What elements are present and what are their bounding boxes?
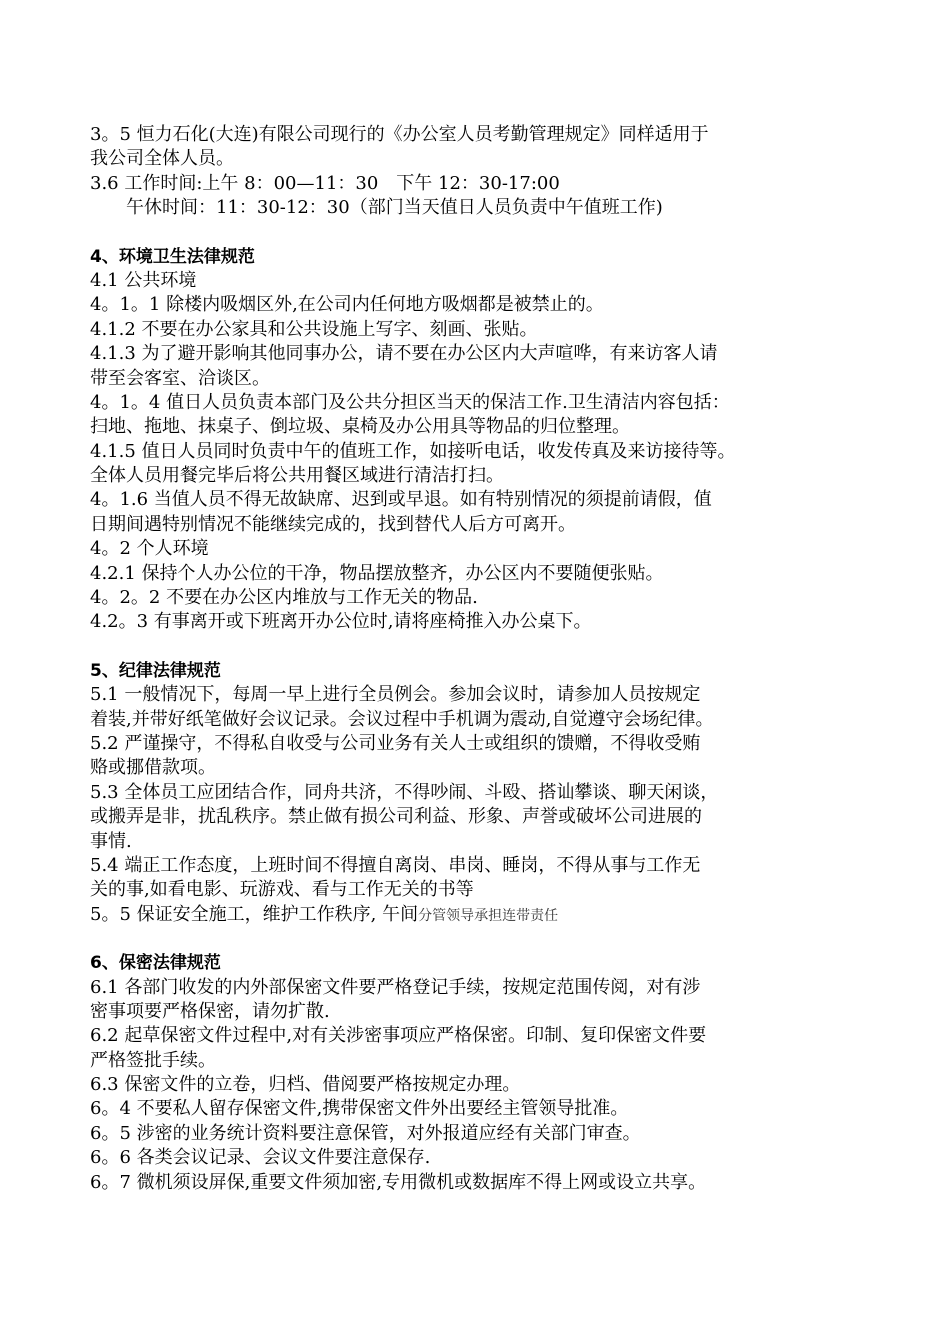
paragraph-line: 6。5 涉密的业务统计资料要注意保管，对外报道应经有关部门审查。: [90, 1122, 641, 1144]
paragraph-line: 3。5 恒力石化(大连)有限公司现行的《办公室人员考勤管理规定》同样适用于: [90, 124, 709, 145]
document-page: [90, 123, 880, 1195]
section-gap: [90, 927, 880, 951]
paragraph-line: 4。2 个人环境: [90, 538, 209, 560]
paragraph-line: 日期间遇特别情况不能继续完成的，找到替代人后方可离开。: [90, 513, 576, 535]
paragraph-line: 4。2。2 不要在办公区内堆放与工作无关的物品.: [90, 587, 478, 609]
section-gap: [90, 221, 880, 245]
section-4: [90, 245, 880, 635]
paragraph-line: 或搬弄是非，扰乱秩序。禁止做有损公司利益、形象、声誉或破坏公司进展的: [90, 806, 702, 828]
section-heading: 6、保密法律规范: [90, 953, 221, 974]
paragraph-line: 4.2。3 有事离开或下班离开办公位时,请将座椅推入办公桌下。: [90, 611, 592, 633]
section-heading: 4、环境卫生法律规范: [90, 246, 255, 267]
paragraph-line: 4.1 公共环境: [90, 269, 197, 291]
section-heading: 5、纪律法律规范: [90, 660, 221, 681]
paragraph-line: 4。1。1 除楼内吸烟区外,在公司内任何地方吸烟都是被禁止的。: [90, 294, 604, 316]
paragraph-line: 事情.: [90, 830, 132, 852]
section-5: [90, 659, 880, 927]
paragraph-line: 我公司全体人员。: [90, 148, 234, 170]
paragraph-line: 5.1 一般情况下，每周一早上进行全员例会。参加会议时，请参加人员按规定: [90, 684, 701, 706]
paragraph-line: [90, 903, 880, 927]
section-6: [90, 951, 880, 1195]
paragraph-line: 4.2.1 保持个人办公位的干净，物品摆放整齐，办公区内不要随便张贴。: [90, 562, 664, 584]
paragraph-line: 全体人员用餐完毕后将公共用餐区域进行清洁打扫。: [90, 465, 504, 487]
paragraph-line: 4.1.5 值日人员同时负责中午的值班工作，如接听电话，收发传真及来访接待等。: [90, 440, 736, 462]
paragraph-line: 6。6 各类会议记录、会议文件要注意保存.: [90, 1147, 431, 1169]
section-3: [90, 123, 880, 221]
paragraph-line: 4。1。4 值日人员负责本部门及公共分担区当天的保洁工作.卫生清洁内容包括：: [90, 391, 730, 413]
paragraph-text: 5。5 保证安全施工，维护工作秩序, 午间: [90, 903, 419, 925]
paragraph-line: 6.2 起草保密文件过程中,对有关涉密事项应严格保密。印制、复印保密文件要: [90, 1025, 707, 1047]
paragraph-line: 3.6 工作时间:上午 8：00—11：30 下午 12：30-17:00: [90, 172, 560, 194]
small-text: 分管领导承担连带责任: [418, 907, 559, 924]
section-gap: [90, 635, 880, 659]
paragraph-line: 6.1 各部门收发的内外部保密文件要严格登记手续，按规定范围传阅，对有涉: [90, 976, 701, 998]
paragraph-line: 4.1.2 不要在办公家具和公共设施上写字、刻画、张贴。: [90, 318, 538, 340]
paragraph-line: 5.3 全体员工应团结合作，同舟共济，不得吵闹、斗殴、搭讪攀谈、聊天闲谈，: [90, 781, 719, 803]
paragraph-line: 午休时间：11：30-12：30（部门当天值日人员负责中午值班工作): [126, 197, 663, 219]
paragraph-line: 着装,并带好纸笔做好会议记录。会议过程中手机调为震动,自觉遵守会场纪律。: [90, 708, 714, 730]
paragraph-line: 4.1.3 为了避开影响其他同事办公，请不要在办公区内大声喧哗，有来访客人请: [90, 343, 718, 365]
paragraph-line: 严格签批手续。: [90, 1049, 216, 1071]
paragraph-line: 带至会客室、洽谈区。: [90, 367, 270, 389]
paragraph-line: 关的事,如看电影、玩游戏、看与工作无关的书等: [90, 879, 474, 901]
paragraph-line: 5.4 端正工作态度，上班时间不得擅自离岗、串岗、睡岗，不得从事与工作无: [90, 854, 701, 876]
paragraph-line: 赂或挪借款项。: [90, 757, 216, 779]
paragraph-line: 4。1.6 当值人员不得无故缺席、迟到或早退。如有特别情况的须提前请假，值: [90, 489, 712, 511]
paragraph-line: 密事项要严格保密，请勿扩散.: [90, 1000, 330, 1022]
paragraph-line: 5.2 严谨操守，不得私自收受与公司业务有关人士或组织的馈赠，不得收受贿: [90, 732, 701, 754]
paragraph-line: 6.3 保密文件的立卷，归档、借阅要严格按规定办理。: [90, 1074, 521, 1096]
paragraph-line: 6。4 不要私人留存保密文件,携带保密文件外出要经主管领导批准。: [90, 1098, 629, 1120]
paragraph-line: 扫地、拖地、抹桌子、倒垃圾、桌椅及办公用具等物品的归位整理。: [90, 416, 630, 438]
paragraph-line: 6。7 微机须设屏保,重要文件须加密,专用微机或数据库不得上网或设立共享。: [90, 1171, 707, 1193]
